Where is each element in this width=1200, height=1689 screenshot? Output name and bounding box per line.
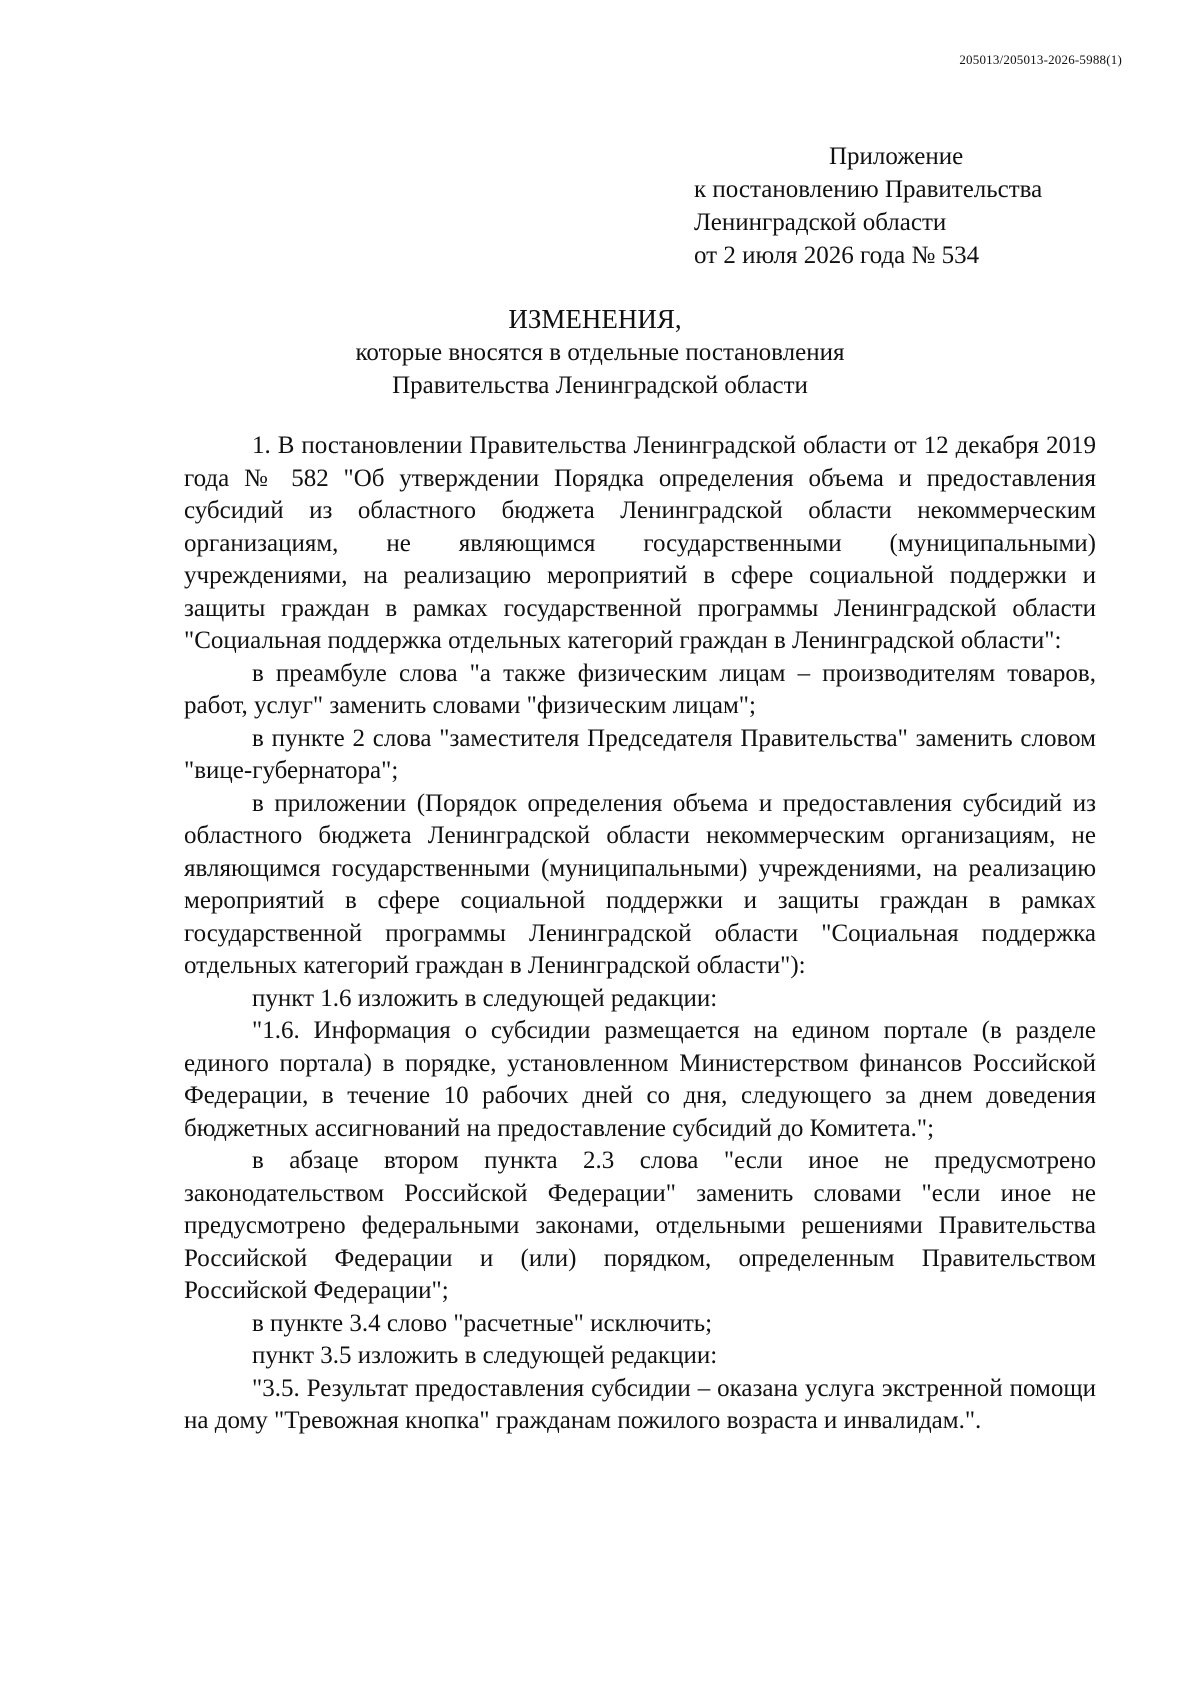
- document-title-block: [0, 303, 1200, 402]
- paragraph-point-2: в пункте 2 слова "заместителя Председателя Правительства" заменить словом "вице-губернатора";: [184, 724, 1096, 784]
- document-registration-number: 205013/205013-2026-5988(1): [959, 52, 1122, 67]
- appendix-header: [694, 140, 1042, 272]
- appendix-resolution-ref: к постановлению Правительства: [694, 176, 1043, 203]
- appendix-date-number: от 2 июля 2026 года № 534: [694, 242, 980, 269]
- paragraph-1-6-text: "1.6. Информация о субсидии размещается на едином портале (в разделе единого портала) в порядке, установленном Министерством финансов Российской Федерации, в течение 10 рабочих дней со дня, следующего за днем доведения бюджетных ассигнований на предоставление субсидий до Комитета.";: [184, 1017, 1096, 1142]
- appendix-region: Ленинградской области: [694, 209, 947, 236]
- document-subtitle-line-1: которые вносятся в отдельные постановления: [355, 339, 845, 366]
- document-title: ИЗМЕНЕНИЯ,: [508, 304, 682, 334]
- paragraph-point-3-5: пункт 3.5 изложить в следующей редакции:: [252, 1342, 718, 1369]
- paragraph-3-5-text: "3.5. Результат предоставления субсидии – оказана услуга экстренной помощи на дому "Тревожная кнопка" гражданам пожилого возраста и инвалидам.".: [184, 1374, 1096, 1434]
- paragraph-point-2-3: в абзаце втором пункта 2.3 слова "если иное не предусмотрено законодательством Российской Федерации" заменить словами "если иное не предусмотрено федеральными законами, отдельными решениями Правительства Российской Федерации и (или) порядком, определенным Правительством Российской Федерации";: [184, 1147, 1096, 1304]
- paragraph-appendix: в приложении (Порядок определения объема и предоставления субсидий из областного бюджета Ленинградской области некоммерческим организациям, не являющимся государственными (муниципальными) учреждениями, на реализацию мероприятий в сфере социальной поддержки и защиты граждан в рамках государственной программы Ленинградской области "Социальная поддержка отдельных категорий граждан в Ленинградской области"):: [184, 789, 1096, 979]
- document-subtitle-line-2: Правительства Ленинградской области: [392, 372, 808, 399]
- paragraph-1: 1. В постановлении Правительства Ленинградской области от 12 декабря 2019 года № 582 "Об утверждении Порядка определения объема и предоставления субсидий из областного бюджета Ленинградской области некоммерческим организациям, не являющимся государственными (муниципальными) учреждениями, на реализацию мероприятий в сфере социальной поддержки и защиты граждан в рамках государственной программы Ленинградской области "Социальная поддержка отдельных категорий граждан в Ленинградской области":: [184, 432, 1096, 654]
- paragraph-point-1-6: пункт 1.6 изложить в следующей редакции:: [252, 984, 718, 1012]
- paragraph-preamble: в преамбуле слова "а также физическим лицам – производителям товаров, работ, услуг" заменить словами "физическим лицам";: [184, 659, 1096, 719]
- appendix-label: Приложение: [829, 143, 964, 170]
- document-body: [184, 430, 1096, 1438]
- paragraph-point-3-4: в пункте 3.4 слово "расчетные" исключить;: [252, 1309, 713, 1337]
